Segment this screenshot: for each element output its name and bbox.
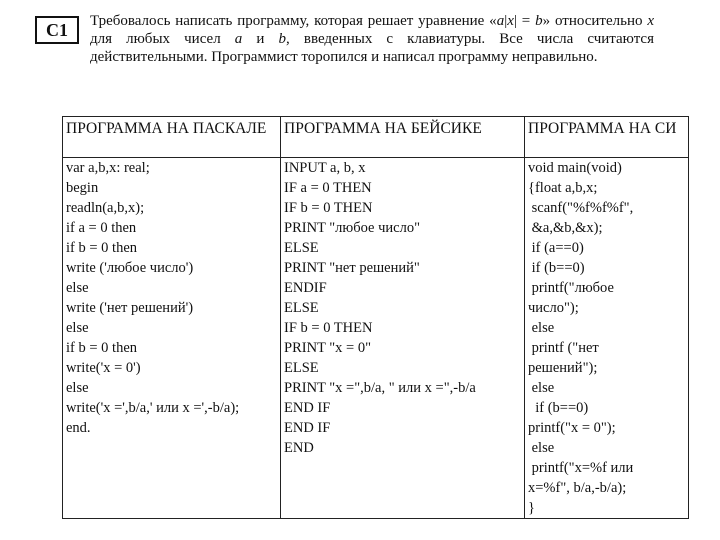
basic-code-cell [281,158,525,519]
variable-x: x [647,13,655,29]
variable-a: a [234,31,243,47]
basic-line: END IF [284,400,331,416]
basic-line: IF b = 0 THEN [284,320,373,336]
basic-line: PRINT "нет решений" [284,260,420,276]
basic-line: IF a = 0 THEN [284,180,372,196]
pascal-line: var a,b,x: real; [66,160,150,176]
task-text-start: Требовалось написать программу, которая решает уравнение « [90,13,497,29]
task-text-rest: , введенных с клавиатуры. Все числа считаются действительными. Программист торопился и написал программу неправильно. [90,31,654,65]
pascal-line: if b = 0 then [66,240,137,256]
c-line: if (b==0) [528,260,585,276]
c-line: if (b==0) [528,400,589,416]
basic-line: END [284,440,314,456]
pascal-line: write ('любое число') [66,260,194,276]
c-line: &a,&b,&x); [528,220,603,236]
pascal-line: else [66,380,89,396]
column-header-pascal: ПРОГРАММА НА ПАСКАЛЕ [63,117,281,158]
task-text-relative: » относительно [542,13,648,29]
basic-line: ELSE [284,360,319,376]
column-header-c: ПРОГРАММА НА СИ [525,117,689,158]
pascal-line: end. [66,420,91,436]
c-line: число"); [528,300,579,316]
c-line: else [528,380,555,396]
c-line: printf ("нет [528,340,599,356]
c-line: if (a==0) [528,240,584,256]
basic-line: END IF [284,420,331,436]
c-line: else [528,320,555,336]
c-line: scanf("%f%f%f", [528,200,634,216]
basic-line: IF b = 0 THEN [284,200,373,216]
task-label: C1 [35,16,79,44]
c-line: } [528,500,535,516]
c-line: printf("x = 0"); [528,420,616,436]
c-line: void main(void) [528,160,622,176]
basic-line: PRINT "x = 0" [284,340,372,356]
pascal-code-cell [63,158,281,519]
basic-line: ELSE [284,300,319,316]
pascal-line: if a = 0 then [66,220,137,236]
basic-line: PRINT "x =",b/a, " или x =",-b/a [284,380,476,396]
task-text-for-any: для любых чисел [90,31,235,47]
programs-code-row [63,158,689,519]
equation-b: b [535,13,543,29]
pascal-line: write('x = 0') [66,360,141,376]
c-line: решений"); [528,360,598,376]
pascal-line: write ('нет решений') [66,300,194,316]
c-line: {float a,b,x; [528,180,598,196]
programs-header-row [63,117,689,158]
basic-line: ENDIF [284,280,327,296]
equation-bar-right: | [513,13,517,29]
pascal-line: readln(a,b,x); [66,200,145,216]
column-header-basic: ПРОГРАММА НА БЕЙСИКЕ [281,117,525,158]
basic-line: PRINT "любое число" [284,220,421,236]
task-text [90,12,654,66]
equation-x: x [507,13,514,29]
c-line: printf("x=%f или [528,460,634,476]
c-line: else [528,440,555,456]
equation-equals: = [516,13,536,29]
c-line: printf("любое [528,280,614,296]
pascal-line: else [66,320,89,336]
variable-b: b [278,31,287,47]
task-text-and: и [242,31,279,47]
c-line: x=%f", b/a,-b/a); [528,480,627,496]
equation-bar-left: | [504,13,508,29]
pascal-line: else [66,280,89,296]
pascal-line: write('x =',b/a,' или x =',-b/a); [66,400,240,416]
pascal-line: if b = 0 then [66,340,137,356]
pascal-line: begin [66,180,99,196]
equation-a: a [496,13,505,29]
basic-line: INPUT a, b, x [284,160,366,176]
c-code-cell [525,158,689,519]
programs-table [62,116,689,519]
basic-line: ELSE [284,240,319,256]
